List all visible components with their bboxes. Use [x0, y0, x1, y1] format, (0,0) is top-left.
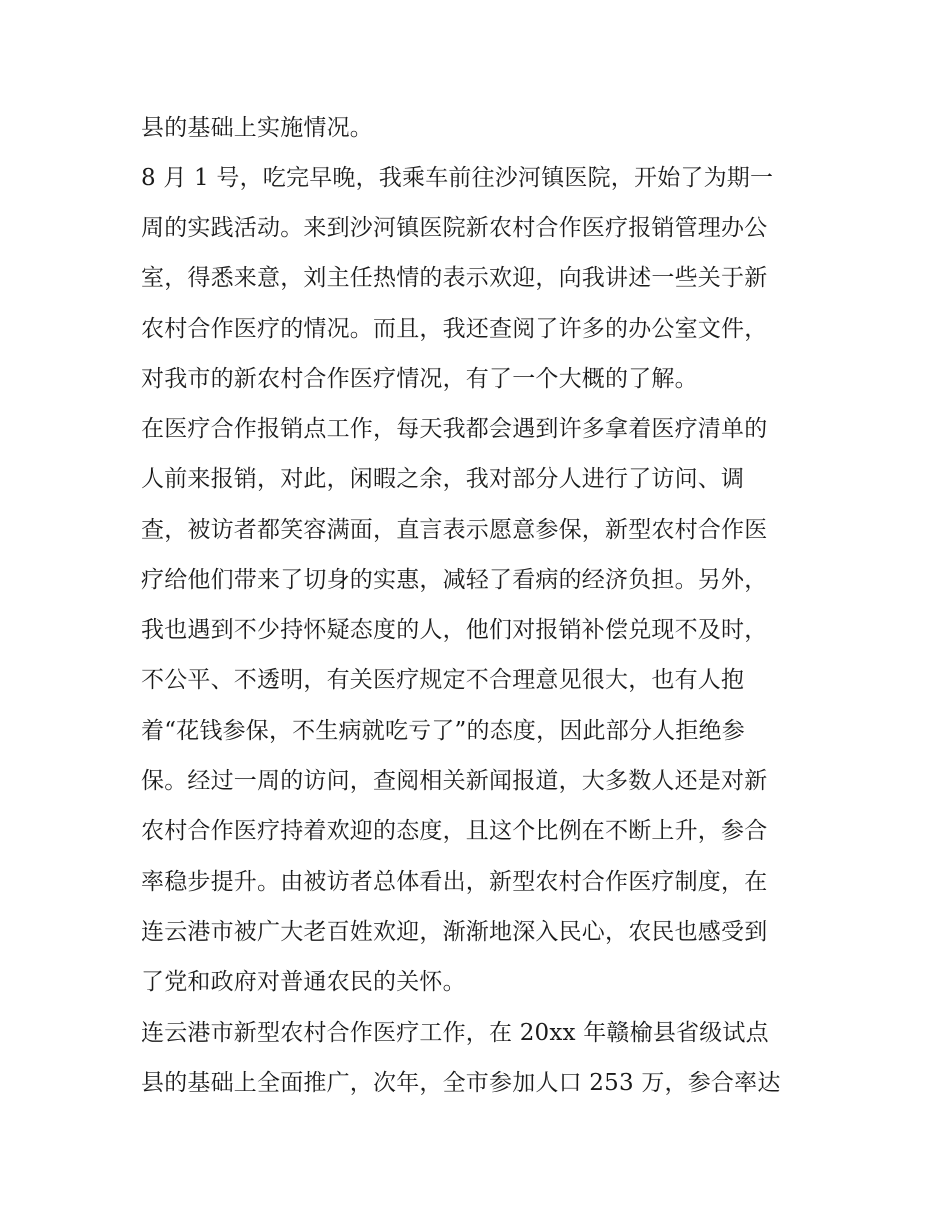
text-line: 连云港市被广大老百姓欢迎，渐渐地深入民心，农民也感受到 [141, 919, 768, 945]
text-line: 农村合作医疗持着欢迎的态度，且这个比例在不断上升，参合 [141, 818, 768, 844]
text-line: 疗给他们带来了切身的实惠，减轻了看病的经济负担。另外， [141, 567, 768, 593]
text-line: 周的实践活动。来到沙河镇医院新农村合作医疗报销管理办公 [141, 215, 768, 241]
text-line: 在医疗合作报销点工作，每天我都会遇到许多拿着医疗清单的 [141, 416, 768, 442]
text-line: 8 月 1 号，吃完早晚，我乘车前往沙河镇医院，开始了为期一 [141, 165, 774, 191]
text-line: 了党和政府对普通农民的关怀。 [141, 969, 466, 995]
text-line: 对我市的新农村合作医疗情况，有了一个大概的了解。 [141, 366, 698, 392]
text-line: 我也遇到不少持怀疑态度的人，他们对报销补偿兑现不及时， [141, 617, 768, 643]
text-line: 县的基础上实施情况。 [141, 115, 373, 141]
text-line: 连云港市新型农村合作医疗工作，在 20xx 年赣榆县省级试点 [141, 1020, 769, 1046]
text-line: 不公平、不透明，有关医疗规定不合理意见很大，也有人抱 [141, 667, 745, 693]
text-line: 率稳步提升。由被访者总体看出，新型农村合作医疗制度，在 [141, 869, 768, 895]
text-line: 着“花钱参保，不生病就吃亏了”的态度，因此部分人拒绝参 [141, 718, 745, 744]
text-line: 保。经过一周的访问，查阅相关新闻报道，大多数人还是对新 [141, 768, 768, 794]
text-line: 农村合作医疗的情况。而且，我还查阅了许多的办公室文件， [141, 316, 768, 342]
text-line: 县的基础上全面推广，次年，全市参加人口 253 万，参合率达 [141, 1070, 781, 1096]
text-line: 查，被访者都笑容满面，直言表示愿意参保，新型农村合作医 [141, 517, 768, 543]
text-line: 室，得悉来意，刘主任热情的表示欢迎，向我讲述一些关于新 [141, 265, 768, 291]
text-line: 人前来报销，对此，闲暇之余，我对部分人进行了访问、调 [141, 466, 745, 492]
